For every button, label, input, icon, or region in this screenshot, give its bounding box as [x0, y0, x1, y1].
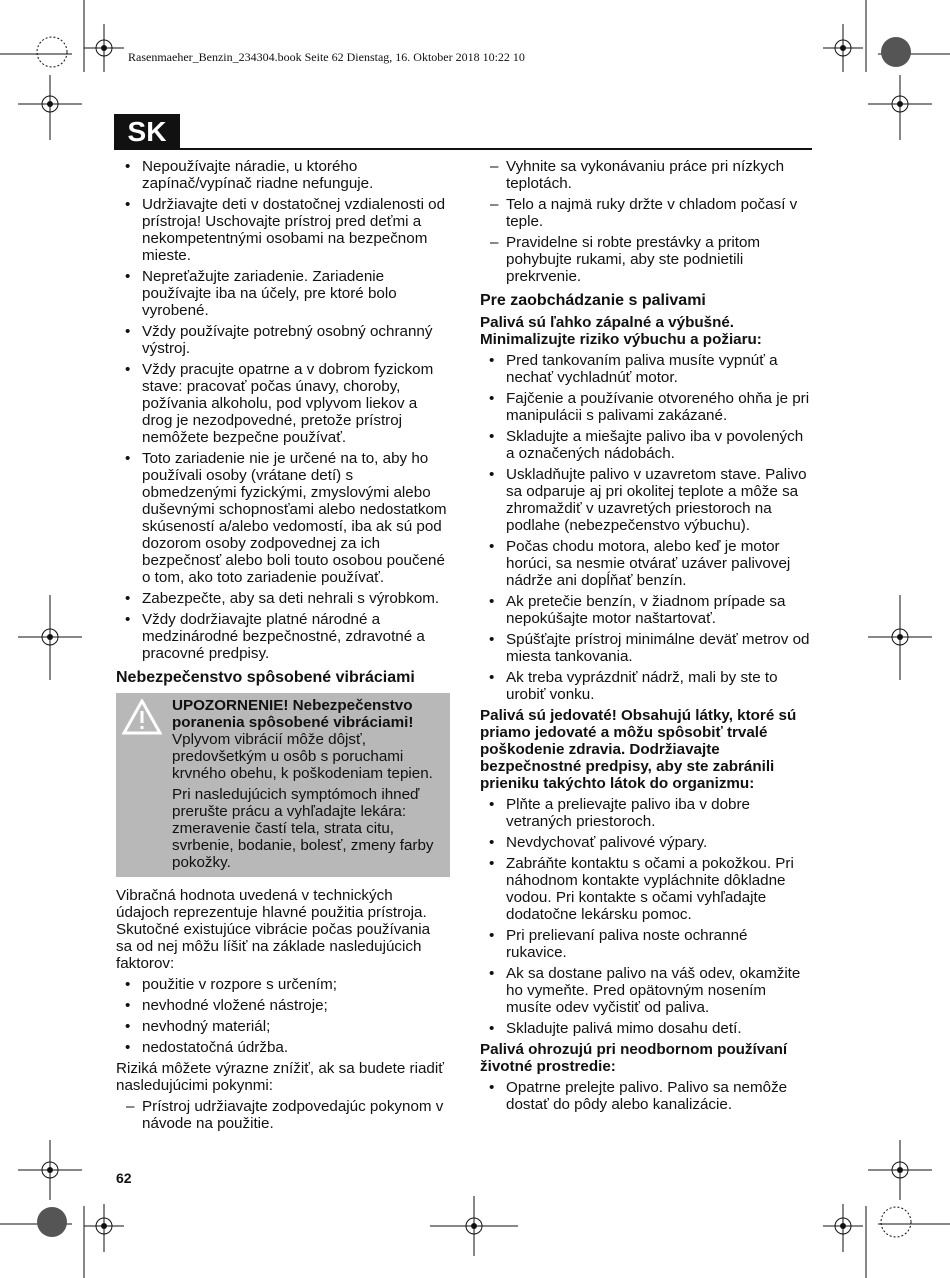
list-item: • Toto zariadenie nie je určené na to, aby ho používali osoby (vrátane detí) s obmedzenými fyzickými, zmyslovými alebo duševnými schopnosťami alebo nedostatkom skúseností a/alebo vedomostí, iba ak sú pod dozorom osoby zodpovednej za ich bezpečnosť alebo boli touto osobou poučené o tom, ako toto zariadenie používať.	[116, 450, 450, 586]
warning-text: Vplyvom vibrácií môže dôjsť, predovšetkým u osôb s poruchami krvného obehu, k poškodeniam tepien.	[172, 731, 433, 782]
list-item: • nevhodné vložené nástroje;	[116, 997, 450, 1014]
list-item: • Ak sa dostane palivo na váš odev, okamžite ho vymeňte. Pred opätovným nosením musíte odev vyčistiť od paliva.	[480, 965, 812, 1016]
warning-icon	[122, 699, 162, 735]
list-item: • Opatrne prelejte palivo. Palivo sa nemôže dostať do pôdy alebo kanalizácie.	[480, 1079, 812, 1113]
safety-list	[116, 158, 450, 662]
list-item: • použitie v rozpore s určením;	[116, 976, 450, 993]
warning-box	[116, 693, 450, 877]
fuel-list-1	[480, 352, 812, 703]
fuel-warning-2: Palivá sú jedovaté! Obsahujú látky, ktoré sú priamo jedovaté a môžu spôsobiť trvalé poškodenie zdravia. Dodržiavajte bezpečnostné predpisy, aby ste zabránili prieniku takýchto látok do organizmu:	[480, 707, 797, 792]
left-column	[116, 158, 450, 1136]
list-item: • Udržiavajte deti v dostatočnej vzdialenosti od prístroja! Uschovajte prístroj pred deťmi a nekompetentnými osobami na bezpečnom mieste.	[116, 196, 450, 264]
dash-list	[116, 1098, 450, 1132]
list-item: • Vždy dodržiavajte platné národné a medzinárodné bezpečnostné, zdravotné a pracovné predpisy.	[116, 611, 450, 662]
list-item: • nedostatočná údržba.	[116, 1039, 450, 1056]
list-item: • Spúšťajte prístroj minimálne deväť metrov od miesta tankovania.	[480, 631, 812, 665]
factors-list	[116, 976, 450, 1056]
page-number: 62	[116, 1170, 132, 1186]
heading-fuel: Pre zaobchádzanie s palivami	[480, 292, 706, 309]
vibration-paragraph: Vibračná hodnota uvedená v technických údajoch reprezentuje hlavné použitia prístroja. Skutočné existujúce vibrácie počas používania sa od nej môžu líšiť na základe nasledujúcich faktorov:	[116, 887, 431, 972]
heading-vibration: Nebezpečenstvo spôsobené vibráciami	[116, 669, 415, 686]
warning-text: Pri nasledujúcich symptómoch ihneď prerušte prácu a vyhľadajte lekára: zmeravenie častí tela, strata citu, svrbenie, bodanie, bolesť, zmeny farby pokožky.	[172, 786, 434, 871]
fuel-list-2	[480, 796, 812, 1037]
dash-list	[480, 158, 812, 285]
list-item: – Prístroj udržiavajte zodpovedajúc pokynom v návode na použitie.	[116, 1098, 450, 1132]
list-item: • Uskladňujte palivo v uzavretom stave. Palivo sa odparuje aj pri okolitej teplote a môže sa zhromaždiť v uzavretých priestoroch na podlahe (nebezpečenstvo výbuchu).	[480, 466, 812, 534]
list-item: • Pred tankovaním paliva musíte vypnúť a nechať vychladnúť motor.	[480, 352, 812, 386]
list-item: • Nevdychovať palivové výpary.	[480, 834, 812, 851]
list-item: – Telo a najmä ruky držte v chladom počasí v teple.	[480, 196, 812, 230]
list-item: • Počas chodu motora, alebo keď je motor horúci, sa nesmie otvárať uzáver palivovej nádrže ani dopĺňať benzín.	[480, 538, 812, 589]
fuel-warning-1: Palivá sú ľahko zápalné a výbušné. Minimalizujte riziko výbuchu a požiaru:	[480, 314, 762, 348]
print-header: Rasenmaeher_Benzin_234304.book Seite 62 Dienstag, 16. Oktober 2018 10:22 10	[128, 50, 525, 64]
list-item: • Zabráňte kontaktu s očami a pokožkou. Pri náhodnom kontakte vypláchnite dôkladne vodou. Pri kontakte s očami vyhľadajte dodatočne lekársku pomoc.	[480, 855, 812, 923]
list-item: • Plňte a prelievajte palivo iba v dobre vetraných priestoroch.	[480, 796, 812, 830]
fuel-warning-3: Palivá ohrozujú pri neodbornom používaní životné prostredie:	[480, 1041, 788, 1075]
list-item: • Vždy používajte potrebný osobný ochranný výstroj.	[116, 323, 450, 357]
list-item: • Pri prelievaní paliva noste ochranné rukavice.	[480, 927, 812, 961]
list-item: • Nepreťažujte zariadenie. Zariadenie používajte iba na účely, pre ktoré bolo vyrobené.	[116, 268, 450, 319]
list-item: – Pravidelne si robte prestávky a pritom pohybujte rukami, aby ste podnietili prekrvenie.	[480, 234, 812, 285]
right-column	[480, 158, 812, 1117]
list-item: • Zabezpečte, aby sa deti nehrali s výrobkom.	[116, 590, 450, 607]
list-item: • Nepoužívajte náradie, u ktorého zapínač/vypínač riadne nefunguje.	[116, 158, 450, 192]
list-item: • Skladujte palivá mimo dosahu detí.	[480, 1020, 812, 1037]
list-item: • Skladujte a miešajte palivo iba v povolených a označených nádobách.	[480, 428, 812, 462]
language-tab: SK	[114, 114, 180, 150]
list-item: • Ak pretečie benzín, v žiadnom prípade sa nepokúšajte motor naštartovať.	[480, 593, 812, 627]
list-item: • Vždy pracujte opatrne a v dobrom fyzickom stave: pracovať počas únavy, choroby, požívania alkoholu, pod vplyvom liekov a drog je nezodpovedné, pretože prístroj nemôžete bezpečne používať.	[116, 361, 450, 446]
risk-paragraph: Riziká môžete výrazne znížiť, ak sa budete riadiť nasledujúcimi pokynmi:	[116, 1060, 444, 1094]
warning-title: UPOZORNENIE! Nebezpečenstvo poranenia spôsobené vibráciami!	[172, 697, 414, 731]
list-item: • nevhodný materiál;	[116, 1018, 450, 1035]
header-rule	[180, 148, 812, 150]
fuel-list-3	[480, 1079, 812, 1113]
list-item: • Fajčenie a používanie otvoreného ohňa je pri manipulácii s palivami zakázané.	[480, 390, 812, 424]
list-item: • Ak treba vyprázdniť nádrž, mali by ste to urobiť vonku.	[480, 669, 812, 703]
list-item: – Vyhnite sa vykonávaniu práce pri nízkych teplotách.	[480, 158, 812, 192]
